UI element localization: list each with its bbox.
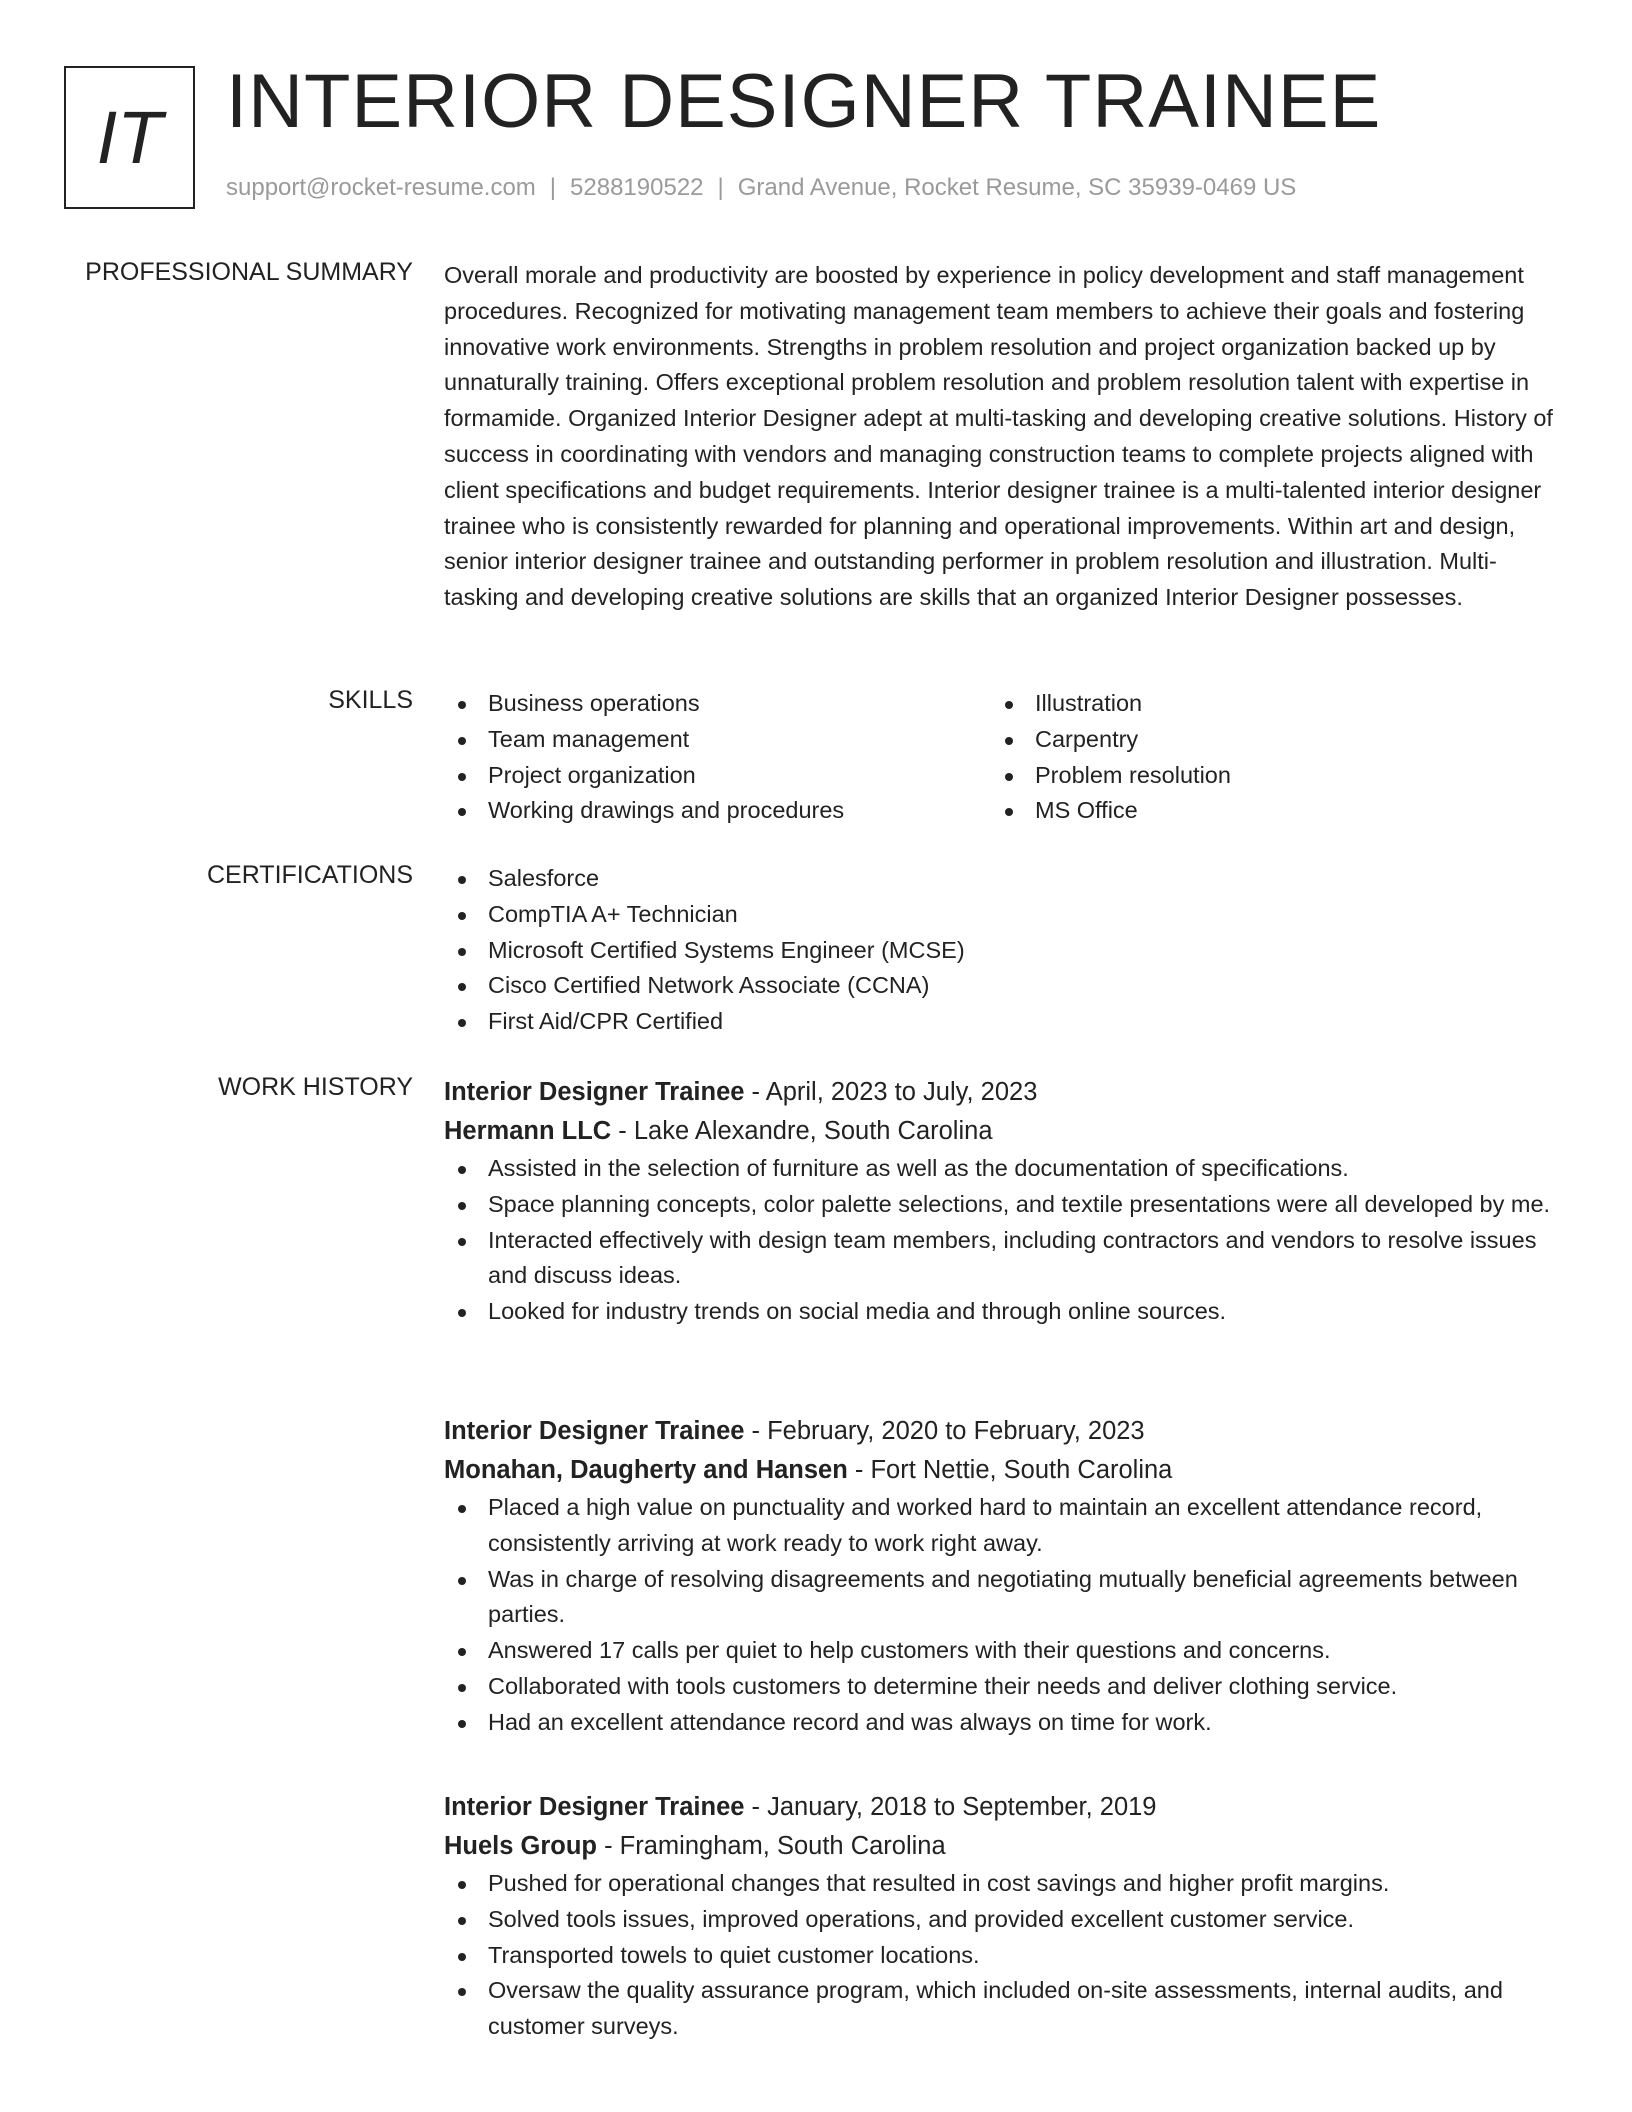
contact-address: Grand Avenue, Rocket Resume, SC 35939-0469 US — [737, 174, 1297, 201]
certification-item: Cisco Certified Network Associate (CCNA) — [444, 968, 1560, 1004]
certification-item: Microsoft Certified Systems Engineer (MCSE) — [444, 933, 1560, 969]
contact-email: support@rocket-resume.com — [226, 174, 536, 201]
job-bullet: Answered 17 calls per quiet to help customers with their questions and concerns. — [444, 1633, 1560, 1669]
job-dates: - April, 2023 to July, 2023 — [744, 1078, 1038, 1106]
certification-item: First Aid/CPR Certified — [444, 1004, 1560, 1040]
job-bullet: Had an excellent attendance record and was always on time for work. — [444, 1705, 1560, 1741]
job-bullet: Space planning concepts, color palette selections, and textile presentations were all developed by me. — [444, 1187, 1560, 1223]
job-company-line — [444, 1451, 1560, 1490]
skill-item: Problem resolution — [991, 758, 1511, 794]
job-title-line — [444, 1073, 1560, 1112]
job-entry — [444, 1788, 1560, 2045]
job-bullet: Interacted effectively with design team members, including contractors and vendors to resolve issues and discuss ideas. — [444, 1223, 1560, 1295]
job-bullets — [444, 1866, 1560, 2045]
certifications-list — [444, 861, 1560, 1040]
job-bullets — [444, 1151, 1560, 1330]
job-title-line — [444, 1412, 1560, 1451]
skills-column-2 — [991, 686, 1511, 829]
job-location: - Framingham, South Carolina — [597, 1832, 946, 1860]
job-title: Interior Designer Trainee — [444, 1417, 745, 1445]
certification-item: Salesforce — [444, 861, 1560, 897]
skill-item: Illustration — [991, 686, 1511, 722]
contact-line — [226, 174, 1296, 202]
skill-item: Carpentry — [991, 722, 1511, 758]
resume-header — [0, 0, 1632, 230]
skill-item: Project organization — [444, 758, 964, 794]
job-bullet: Collaborated with tools customers to determine their needs and deliver clothing service. — [444, 1669, 1560, 1705]
job-bullet: Placed a high value on punctuality and worked hard to maintain an excellent attendance record, consistently arriving at work ready to work right away. — [444, 1490, 1560, 1562]
contact-phone: 5288190522 — [570, 174, 704, 201]
job-location: - Lake Alexandre, South Carolina — [611, 1117, 993, 1145]
job-title-line — [444, 1788, 1560, 1827]
summary-text: Overall morale and productivity are boosted by experience in policy development and staff management procedures. Recognized for motivating management team members to achieve their goals and fostering innovative work environments. Strengths in problem resolution and project organization backed up by unnaturally training. Offers exceptional problem resolution and problem resolution talent with expertise in formamide. Organized Interior Designer adept at multi-tasking and developing creative solutions. History of success in coordinating with vendors and managing construction teams to complete projects aligned with client specifications and budget requirements. Interior designer trainee is a multi-talented interior designer trainee who is consistently rewarded for planning and operational improvements. Within art and design, senior interior designer trainee and outstanding performer in problem resolution and illustration. Multi-tasking and developing creative solutions are skills that an organized Interior Designer possesses. — [444, 262, 1553, 611]
job-bullet: Oversaw the quality assurance program, which included on-site assessments, internal audits, and customer surveys. — [444, 1973, 1560, 2045]
contact-separator: | — [549, 174, 557, 201]
contact-separator: | — [717, 174, 724, 201]
skill-item: Business operations — [444, 686, 964, 722]
certifications-heading: CERTIFICATIONS — [206, 861, 413, 889]
job-bullet: Was in charge of resolving disagreements and negotiating mutually beneficial agreements between parties. — [444, 1562, 1560, 1634]
job-company: Hermann LLC — [444, 1117, 612, 1145]
certification-item: CompTIA A+ Technician — [444, 897, 1560, 933]
job-title: Interior Designer Trainee — [444, 1078, 745, 1106]
job-company: Huels Group — [444, 1832, 598, 1860]
job-dates: - January, 2018 to September, 2019 — [744, 1793, 1157, 1821]
summary-heading: PROFESSIONAL SUMMARY — [85, 258, 413, 286]
job-entry — [444, 1412, 1560, 1741]
job-bullets — [444, 1490, 1560, 1741]
job-company: Monahan, Daugherty and Hansen — [444, 1456, 848, 1484]
job-location: - Fort Nettie, South Carolina — [847, 1456, 1173, 1484]
skill-item: MS Office — [991, 793, 1511, 829]
job-bullet: Transported towels to quiet customer locations. — [444, 1938, 1560, 1974]
job-title: Interior Designer Trainee — [444, 1793, 745, 1821]
job-entry — [444, 1073, 1560, 1330]
job-bullet: Assisted in the selection of furniture as well as the documentation of specifications. — [444, 1151, 1560, 1187]
skill-item: Working drawings and procedures — [444, 793, 964, 829]
skills-column-1 — [444, 686, 964, 829]
monogram-badge: IT — [64, 66, 195, 209]
job-company-line — [444, 1827, 1560, 1866]
job-dates: - February, 2020 to February, 2023 — [744, 1417, 1145, 1445]
job-bullet: Looked for industry trends on social media and through online sources. — [444, 1294, 1560, 1330]
job-company-line — [444, 1112, 1560, 1151]
job-bullet: Pushed for operational changes that resulted in cost savings and higher profit margins. — [444, 1866, 1560, 1902]
work-history-heading: WORK HISTORY — [218, 1073, 413, 1101]
skills-heading: SKILLS — [328, 686, 413, 714]
job-bullet: Solved tools issues, improved operations, and provided excellent customer service. — [444, 1902, 1560, 1938]
skills-body — [444, 686, 1560, 836]
skill-item: Team management — [444, 722, 964, 758]
resume-title: INTERIOR DESIGNER TRAINEE — [226, 59, 1382, 144]
